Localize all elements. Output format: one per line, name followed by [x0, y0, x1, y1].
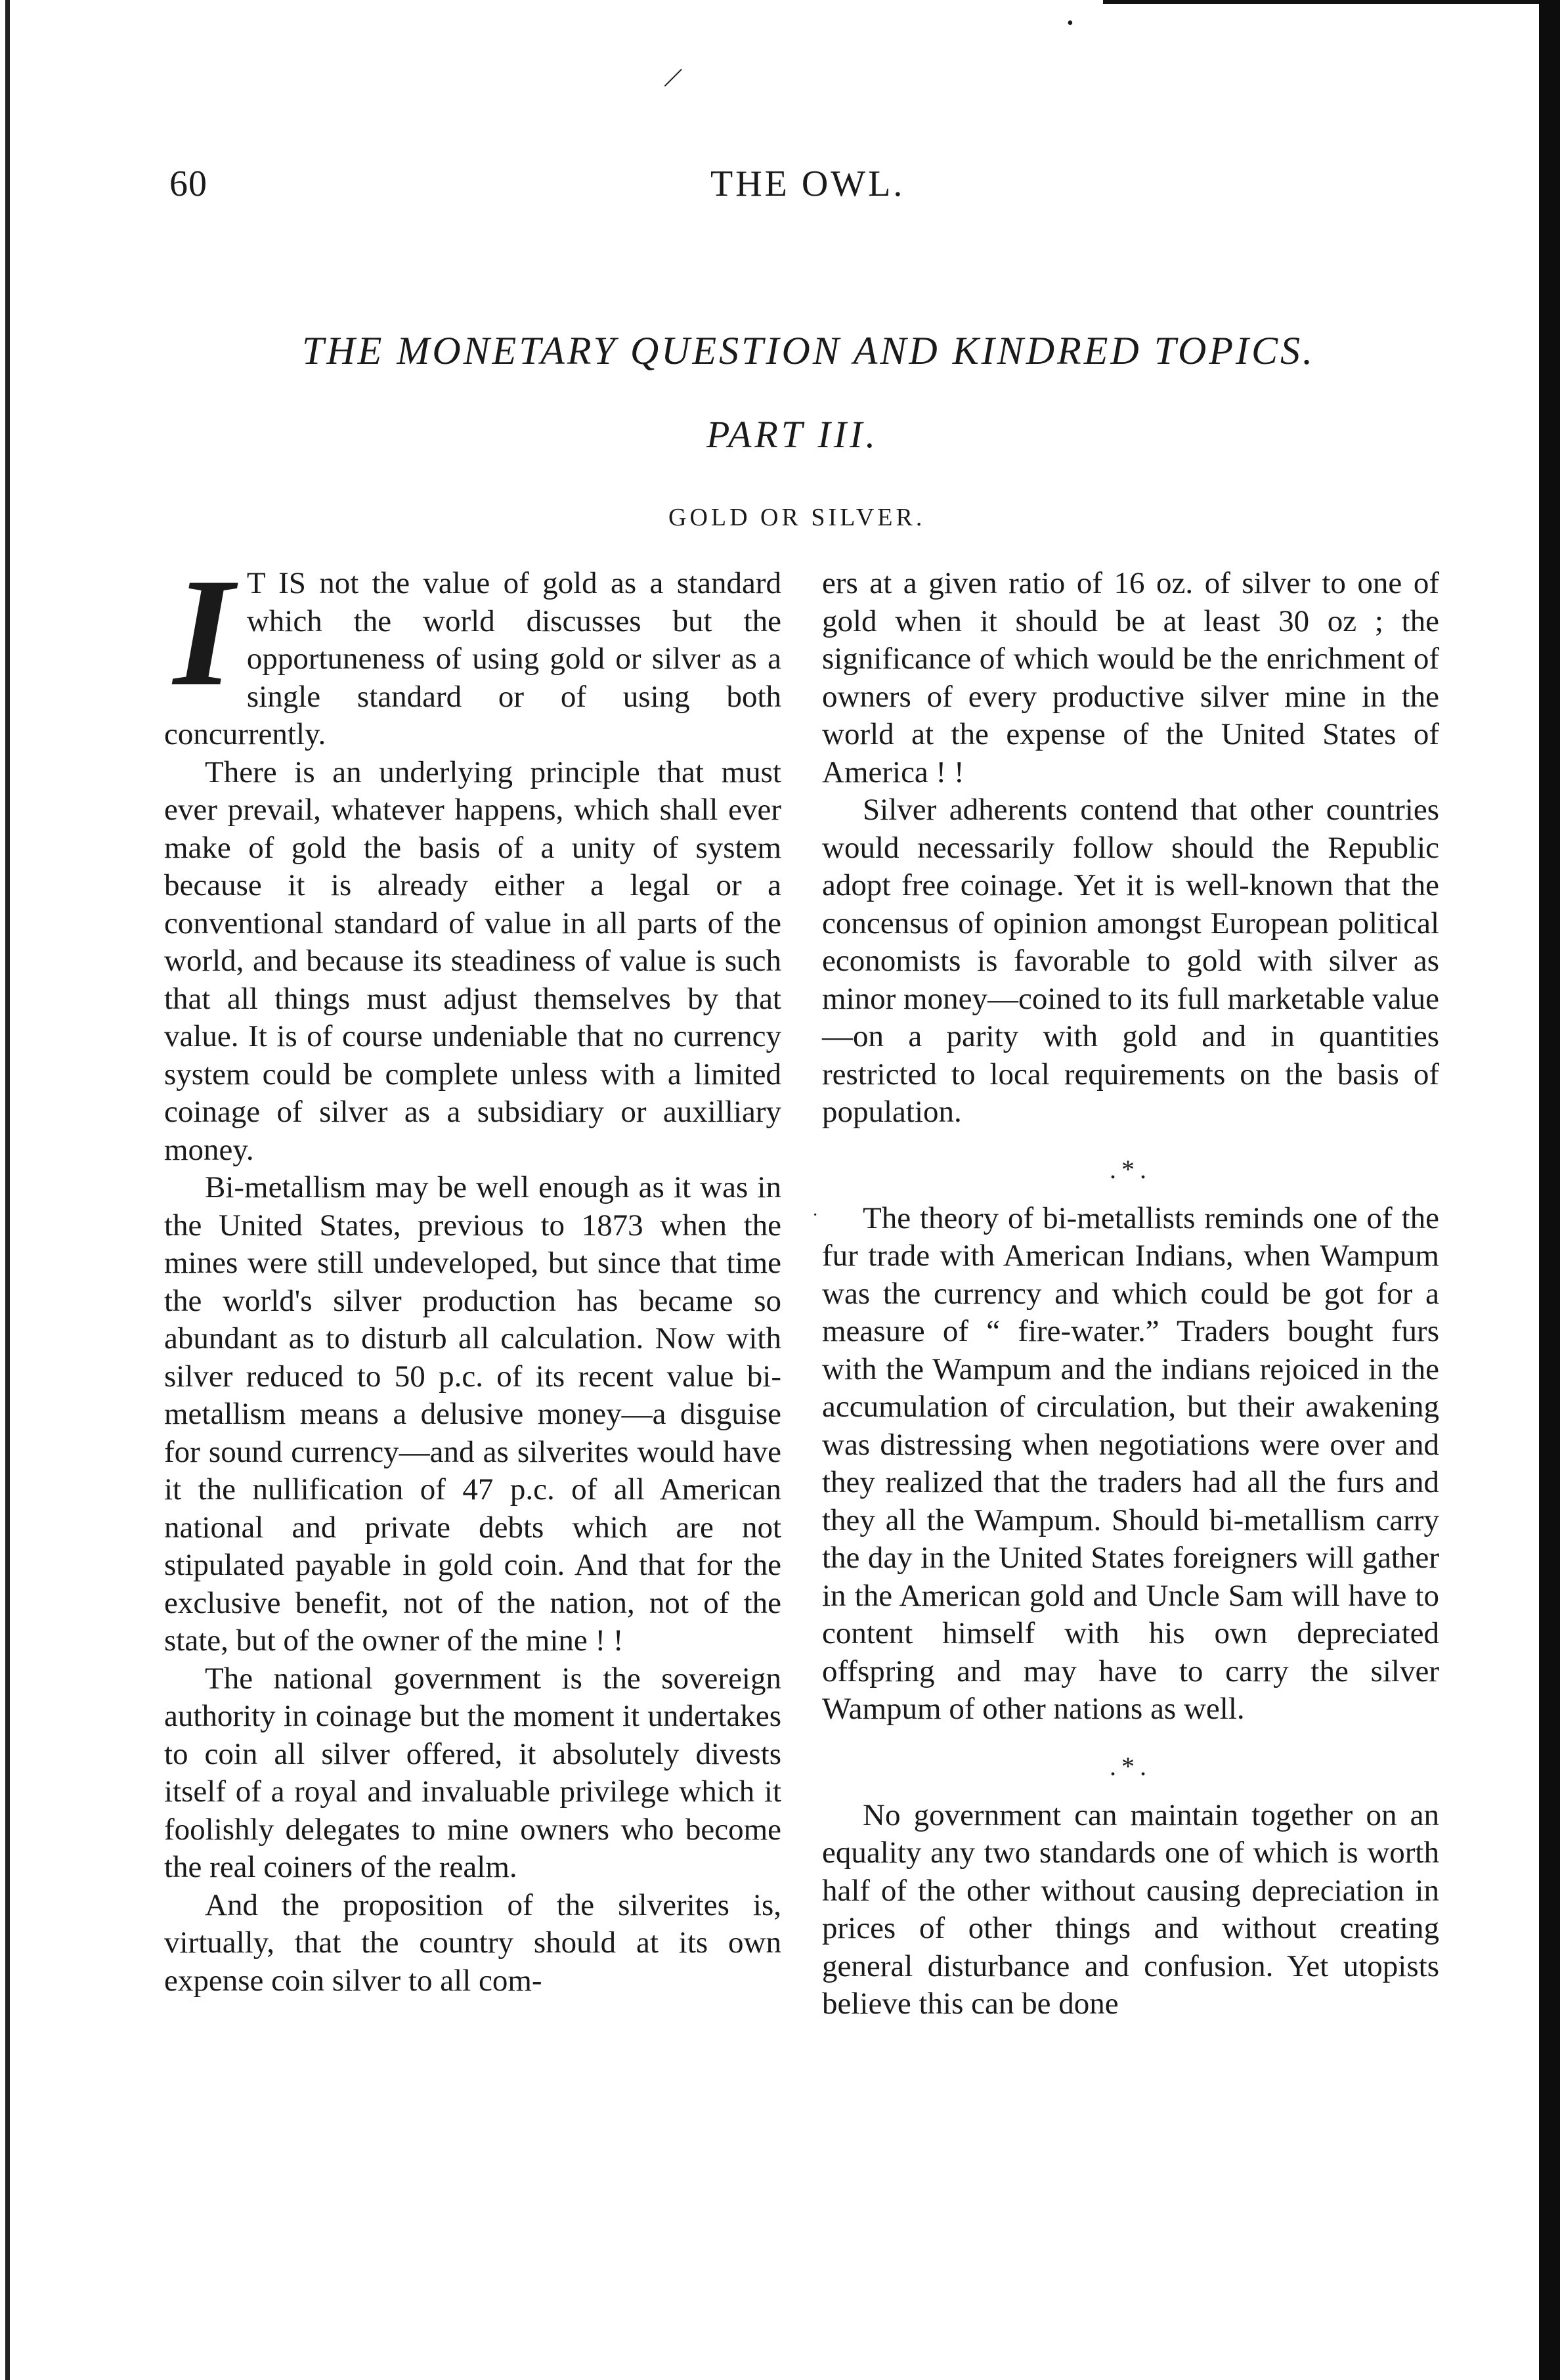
page-edge-top	[1103, 0, 1560, 4]
paragraph: T IS not the value of gold as a standard which the world discusses but the opportuneness of using gold or silver as a single standard or of using both concurrently.	[164, 566, 781, 751]
paragraph: The national government is the sovereign authority in coinage but the moment it undertakes to coin all silver offered, it absolutely divests itself of a royal and invaluable privilege which it foolishly delegates to mine owners who become the real coiners of the realm.	[164, 1661, 781, 1884]
part-title: PART III.	[706, 413, 878, 456]
page-edge-left	[5, 0, 10, 2380]
left-column	[164, 547, 781, 2000]
paragraph: Silver adherents contend that other countries would necessarily follow should the Republic adopt free coinage. Yet it is well-known that the concensus of opinion amongst European political economists is favorable to gold with silver as minor money—coined to its full marketable value—on a parity with gold and in quantities restricted to local requirements on the basis of population.	[822, 793, 1439, 1129]
article-title: THE MONETARY QUESTION AND KINDRED TOPICS.	[302, 329, 1316, 372]
right-column	[822, 565, 1439, 2023]
paragraph: There is an underlying principle that must ever prevail, whatever happens, which shall ever make of gold the basis of a unity of system because it is already either a legal or a conventional standard of value in all parts of the world, and because its steadiness of value is such that all things must adjust themselves by that value. It is of course undeniable that no currency system could be complete unless with a limited coinage of silver as a subsidiary or auxilliary money.	[164, 755, 781, 1167]
running-head: THE OWL.	[710, 164, 905, 204]
paragraph: The theory of bi-metallists reminds one of the fur trade with American Indians, when Wampum was the currency and which could be got for a measure of “ fire-water.” Traders bought furs with the Wampum and the indians rejoiced in the accumulation of circulation, but their awakening was distressing when negotiations were over and they realized that the traders had all the furs and they all the Wampum. Should bi-metallism carry the day in the United States foreigners will gather in the American gold and Uncle Sam will have to content himself with his own depreciated offspring and may have to carry the silver Wampum of other nations as well.	[822, 1201, 1439, 1726]
page-edge-right	[1539, 0, 1560, 2380]
section-title: GOLD OR SILVER.	[668, 504, 926, 531]
page-header	[169, 163, 1483, 215]
paragraph: And the proposition of the silverites is, virtually, that the country should at its own expense coin silver to all com-	[164, 1887, 781, 1998]
paragraph: ers at a given ratio of 16 oz. of silver to one of gold when it should be at least 30 oz ; the significance of which would be the enrichment of owners of every productive silver mine in the world at the expense of the United States of America ! !	[822, 566, 1439, 789]
drop-cap: I	[173, 547, 234, 718]
paragraph: Bi-metallism may be well enough as it was in the United States, previous to 1873 when the mines were still undeveloped, but since that time the world's silver production has became so abundant as to disturb all calculation. Now with silver reduced to 50 p.c. of its recent value bi-metallism means a delusive money—a disguise for sound currency—and as silverites would have it the nullification of 47 p.c. of all American national and private debts which are not stipulated payable in gold coin. And that for the exclusive benefit, not of the nation, not of the state, but of the owner of the mine ! !	[164, 1170, 781, 1658]
scan-speck: •	[1067, 13, 1073, 33]
section-separator: .*.	[1110, 1154, 1152, 1184]
page-number: 60	[169, 164, 207, 204]
scan-speck: ·	[812, 1205, 819, 1225]
paragraph: No government can maintain together on an equality any two standards one of which is worth half of the other without causing depreciation in prices of other things and without creating general disturbance and confusion. Yet utopists believe this can be done	[822, 1797, 1439, 2021]
scan-speck: |	[662, 63, 687, 89]
section-separator: .*.	[1110, 1751, 1152, 1781]
